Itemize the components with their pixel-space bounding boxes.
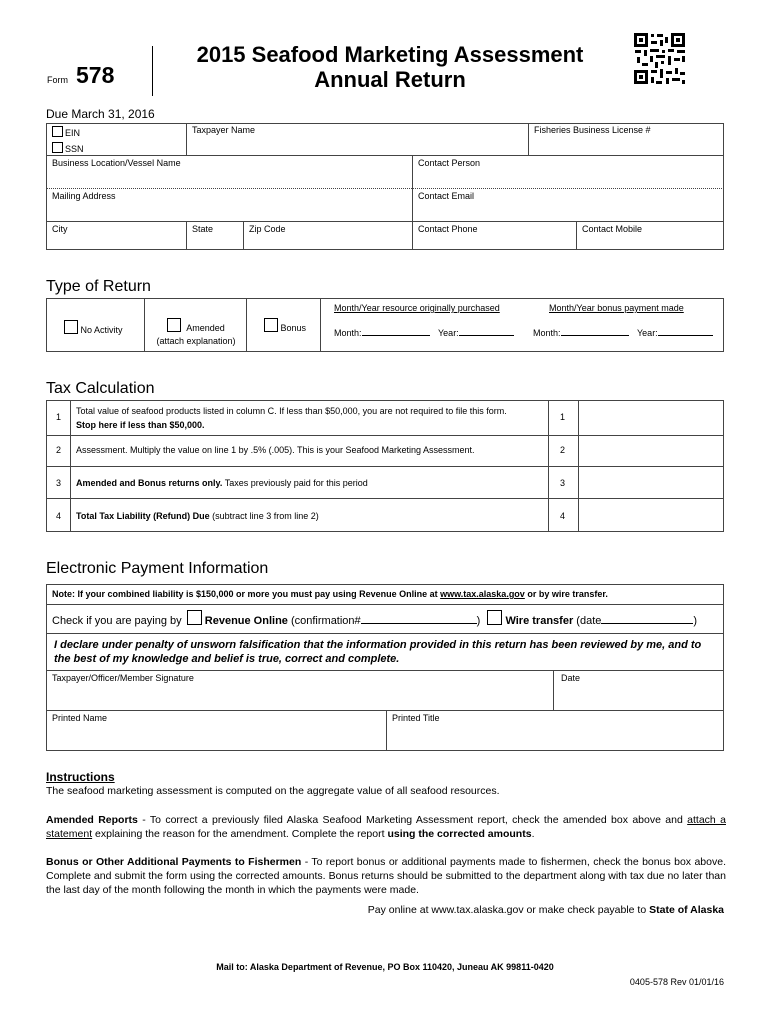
line-3-description: Amended and Bonus returns only. Taxes previously paid for this period xyxy=(76,478,368,488)
form-title xyxy=(160,42,620,92)
line-4-ref: 4 xyxy=(560,511,566,521)
bonus-option[interactable] xyxy=(264,318,306,333)
line-1-number: 1 xyxy=(56,412,62,422)
license-field[interactable]: Fisheries Business License # xyxy=(534,125,651,135)
bonus-checkbox[interactable] xyxy=(264,318,278,332)
mail-to: Mail to: Alaska Department of Revenue, PO Box 110420, Juneau AK 99811-0420 xyxy=(216,962,554,972)
line-1-ref: 1 xyxy=(560,412,566,422)
bonus-month-field[interactable]: Month: xyxy=(533,328,629,338)
line-1-amount-input[interactable] xyxy=(580,402,720,433)
no-activity-checkbox[interactable] xyxy=(64,320,78,334)
ein-option[interactable] xyxy=(52,126,80,138)
signature-field[interactable]: Taxpayer/Officer/Member Signature xyxy=(52,673,194,683)
form-word: Form xyxy=(47,75,68,85)
no-activity-label: No Activity xyxy=(80,325,123,335)
ssn-option[interactable] xyxy=(52,142,84,154)
printed-title-field[interactable]: Printed Title xyxy=(392,713,440,723)
type-of-return-title: Type of Return xyxy=(46,278,151,295)
payment-method-row: Check if you are paying by Revenue Online (confirmation# ) Wire transfer (date ) xyxy=(52,610,697,627)
qr-code-icon xyxy=(633,32,686,85)
ein-checkbox[interactable] xyxy=(52,126,63,137)
payment-note: Note: If your combined liability is $150,000 or more you must pay using Revenue Online at www.tax.alaska.gov or by wire transfer. xyxy=(52,589,608,599)
bonus-year-field[interactable]: Year: xyxy=(637,328,713,338)
revenue-online-link[interactable]: www.tax.alaska.gov xyxy=(440,589,525,599)
ein-label: EIN xyxy=(65,128,81,138)
business-location-field[interactable]: Business Location/Vessel Name xyxy=(52,158,181,168)
pay-online-text: Pay online at www.tax.alaska.gov or make check payable to State of Alaska xyxy=(367,904,724,916)
line-4-description: Total Tax Liability (Refund) Due (subtract line 3 from line 2) xyxy=(76,511,319,521)
revenue-online-checkbox[interactable] xyxy=(187,610,202,625)
printed-name-field[interactable]: Printed Name xyxy=(52,713,108,723)
instructions-p1: The seafood marketing assessment is computed on the aggregate value of all seafood resources. xyxy=(46,785,500,797)
header-divider xyxy=(152,46,153,96)
title-line-2: Annual Return xyxy=(314,67,466,92)
tax-calculation-title: Tax Calculation xyxy=(46,380,155,397)
contact-person-field[interactable]: Contact Person xyxy=(418,158,481,168)
state-field[interactable]: State xyxy=(192,224,214,234)
title-line-1: 2015 Seafood Marketing Assessment xyxy=(196,42,584,67)
line-1-description: Total value of seafood products listed in column C. If less than $50,000, you are not required to file this form. Stop here if less than $50,000. xyxy=(76,406,507,430)
line-2-description: Assessment. Multiply the value on line 1 by .5% (.005). This is your Seafood Marketing Assessment. xyxy=(76,445,475,455)
original-month-field[interactable]: Month: xyxy=(334,328,430,338)
city-field[interactable]: City xyxy=(52,224,68,234)
instructions-p2: Amended Reports - To correct a previously filed Alaska Seafood Marketing Assessment report, check the amended box above and attach a statement explaining the reason for the amendment. Complete the report using the corrected amounts. xyxy=(46,814,726,840)
amended-note: (attach explanation) xyxy=(156,336,236,346)
taxpayer-name-field[interactable]: Taxpayer Name xyxy=(192,125,256,135)
contact-email-field[interactable]: Contact Email xyxy=(418,191,475,201)
revenue-online-label: Revenue Online xyxy=(204,615,288,627)
original-year-field[interactable]: Year: xyxy=(438,328,514,338)
wire-date-input[interactable] xyxy=(601,623,693,624)
form-number: 578 xyxy=(76,62,115,88)
bonus-payment-header: Month/Year bonus payment made xyxy=(549,303,684,313)
line-3-ref: 3 xyxy=(560,478,566,488)
amended-label: Amended xyxy=(186,323,225,333)
instructions-p3: Bonus or Other Additional Payments to Fishermen - To report bonus or additional payments made to fishermen, check the bonus box above. Complete and submit the form using the corrected amounts. Bonus returns should be submitted to the department along with tax due no later than the last day of the month following the month in which the payments were made. xyxy=(46,856,726,896)
contact-phone-field[interactable]: Contact Phone xyxy=(418,224,478,234)
instructions-title: Instructions xyxy=(46,770,115,784)
zip-field[interactable]: Zip Code xyxy=(249,224,286,234)
signature-date-field[interactable]: Date xyxy=(561,673,581,683)
amended-checkbox[interactable] xyxy=(167,318,181,332)
check-text: Check if you are paying by xyxy=(52,615,182,627)
line-2-number: 2 xyxy=(56,445,62,455)
wire-transfer-checkbox[interactable] xyxy=(487,610,502,625)
no-activity-option[interactable] xyxy=(64,320,123,335)
original-purchase-header: Month/Year resource originally purchased xyxy=(334,303,500,313)
confirmation-input[interactable] xyxy=(361,623,477,624)
line-2-amount-input[interactable] xyxy=(580,437,720,465)
wire-transfer-label: Wire transfer xyxy=(505,615,574,627)
form-revision: 0405-578 Rev 01/01/16 xyxy=(629,977,724,987)
confirmation-label: (confirmation# xyxy=(290,615,361,627)
contact-mobile-field[interactable]: Contact Mobile xyxy=(582,224,643,234)
line-3-amount-input[interactable] xyxy=(580,468,720,496)
ssn-label: SSN xyxy=(65,144,84,154)
payment-title: Electronic Payment Information xyxy=(46,560,269,577)
line-2-ref: 2 xyxy=(560,445,566,455)
mailing-address-field[interactable]: Mailing Address xyxy=(52,191,116,201)
ssn-checkbox[interactable] xyxy=(52,142,63,153)
declaration: I declare under penalty of unsworn falsification that the information provided in this return has been reviewed by me, and to the best of my knowledge and belief is true, correct and complete. xyxy=(54,639,702,665)
line-3-number: 3 xyxy=(56,478,62,488)
amended-option[interactable] xyxy=(146,318,246,348)
date-label: (date xyxy=(576,615,602,627)
due-date: Due March 31, 2016 xyxy=(46,107,155,121)
line-4-amount-input[interactable] xyxy=(580,500,720,528)
bonus-label: Bonus xyxy=(280,323,307,333)
line-4-number: 4 xyxy=(56,511,62,521)
